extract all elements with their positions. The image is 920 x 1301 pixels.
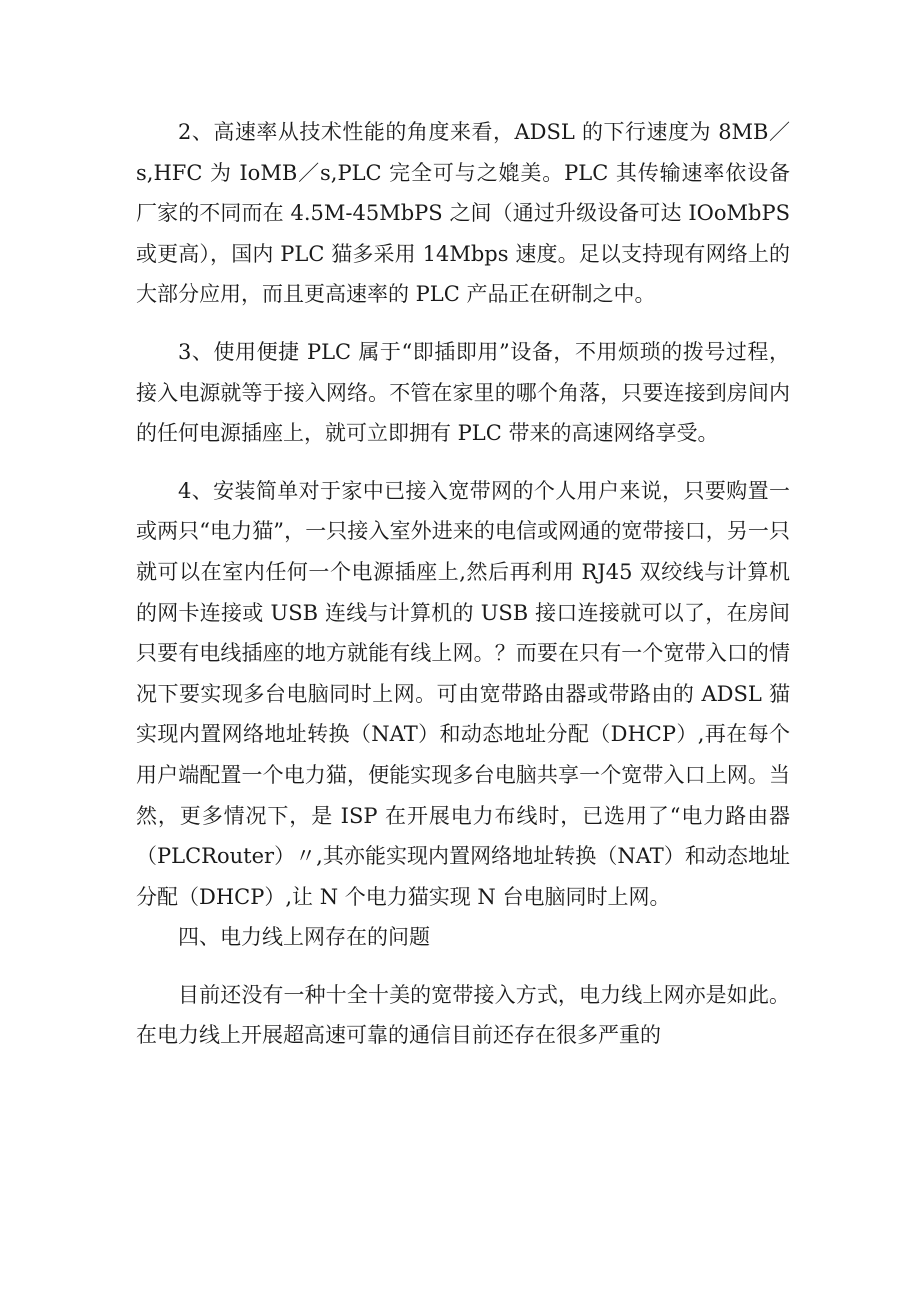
document-page <box>136 112 790 1056</box>
paragraph-convenient-use: 3、使用便捷 PLC 属于“即插即用”设备，不用烦琐的拨号过程，接入电源就等于接入网络。不管在家里的哪个角落，只要连接到房间内的任何电源插座上，就可立即拥有 PLC 带来的高速网络享受。 <box>136 339 790 446</box>
paragraph-problems-intro: 目前还没有一种十全十美的宽带接入方式，电力线上网亦是如此。在电力线上开展超高速可靠的通信目前还存在很多严重的 <box>136 982 790 1048</box>
section-heading: 四、电力线上网存在的问题 <box>178 925 430 950</box>
paragraph-high-speed: 2、高速率从技术性能的角度来看，ADSL 的下行速度为 8MB／s,HFC 为 IoMB／s,PLC 完全可与之媲美。PLC 其传输速率依设备厂家的不同而在 4.5M-45MbPS 之间（通过升级设备可达 IOoMbPS 或更高），国内 PLC 猫多采用 14Mbps 速度。足以支持现有网络上的大部分应用，而且更高速率的 PLC 产品正在研制之中。 <box>136 120 790 307</box>
paragraph-simple-installation: 4、安装简单对于家中已接入宽带网的个人用户来说，只要购置一或两只“电力猫”，一只接入室外进来的电信或网通的宽带接口，另一只就可以在室内任何一个电源插座上,然后再利用 RJ45 双绞线与计算机的网卡连接或 USB 连线与计算机的 USB 接口连接就可以了，在房间只要有电线插座的地方就能有线上网。？而要在只有一个宽带入口的情况下要实现多台电脑同时上网。可由宽带路由器或带路由的 ADSL 猫实现内置网络地址转换（NAT）和动态地址分配（DHCP）,再在每个用户端配置一个电力猫，便能实现多台电脑共享一个宽带入口上网。当然，更多情况下，是 ISP 在开展电力布线时，已选用了“电力路由器（PLCRouter）〃,其亦能实现内置网络地址转换（NAT）和动态地址分配（DHCP）,让 N 个电力猫实现 N 台电脑同时上网。 <box>136 478 790 909</box>
